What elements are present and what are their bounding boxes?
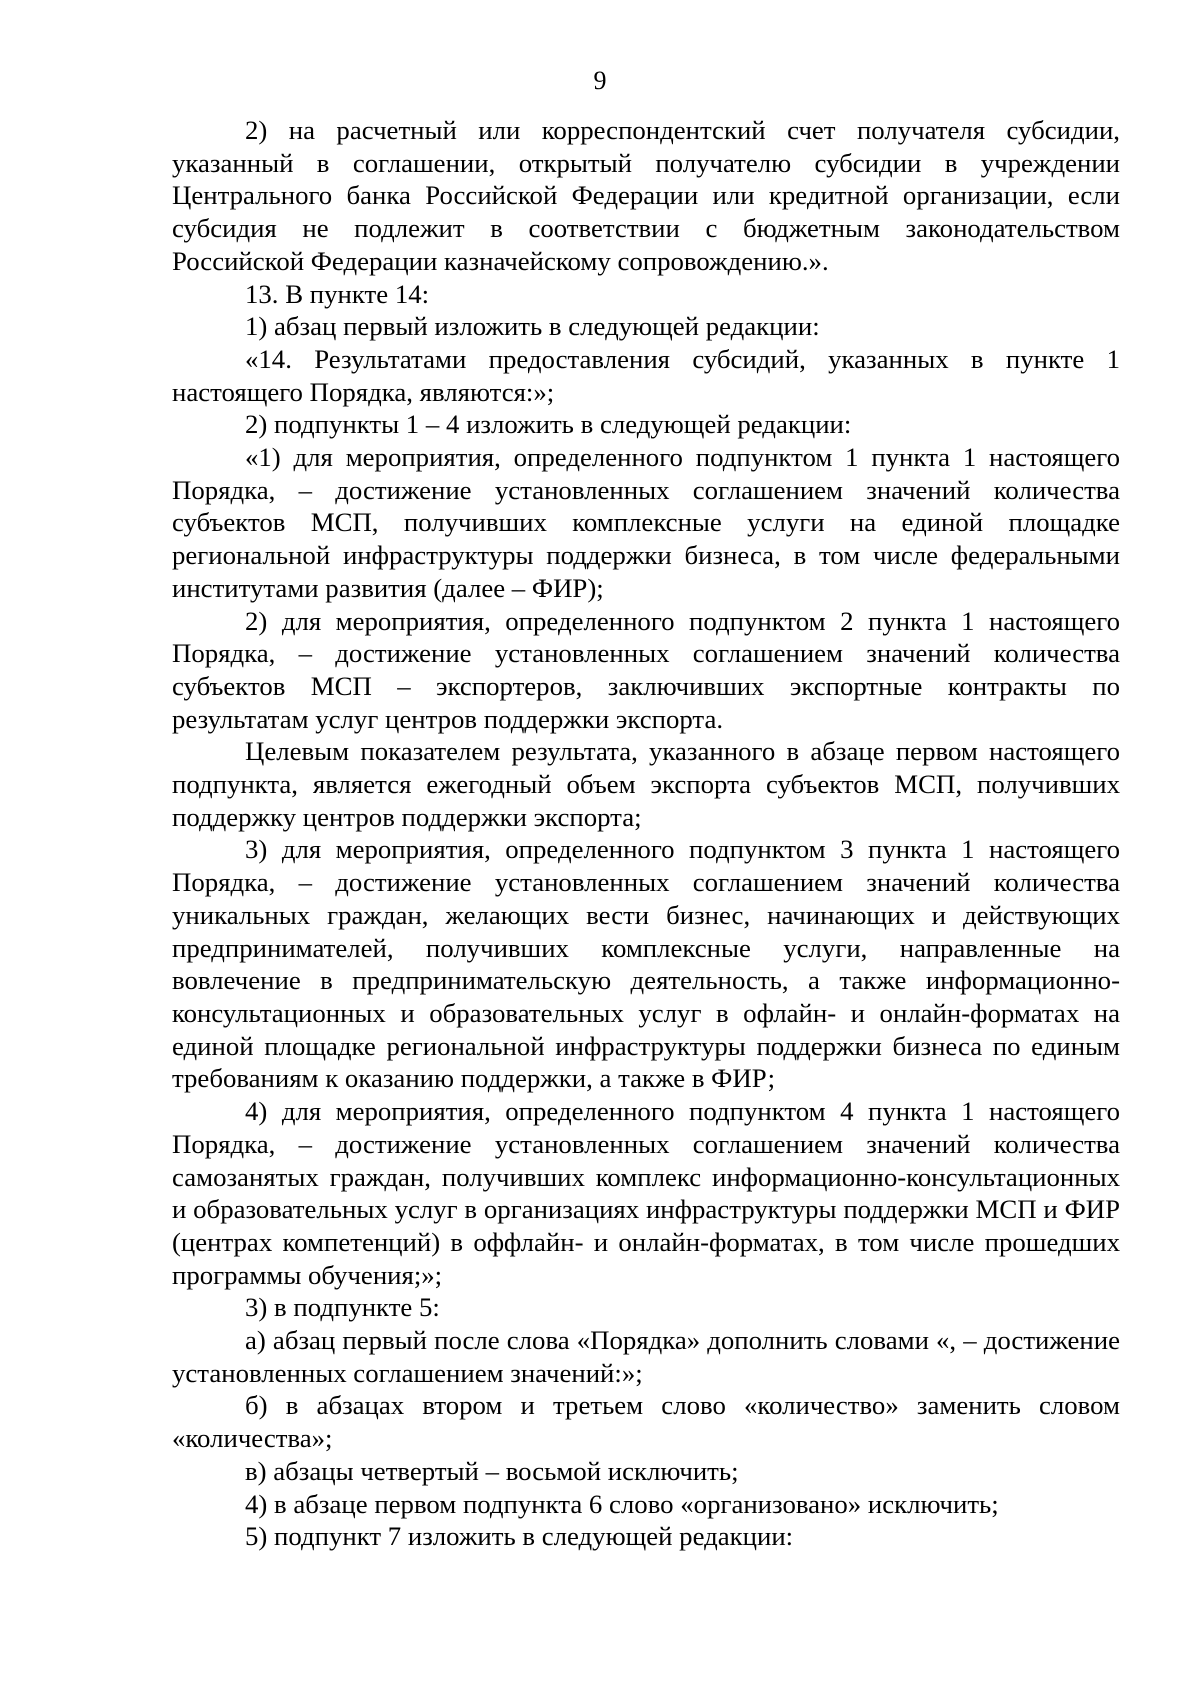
- paragraph: «14. Результатами предоставления субсидий, указанных в пункте 1 настоящего Порядка, являются:»;: [172, 343, 1120, 407]
- paragraph: 3) в подпункте 5:: [245, 1292, 440, 1323]
- paragraph: Целевым показателем результата, указанного в абзаце первом настоящего подпункта, является ежегодный объем экспорта субъектов МСП, получивших поддержку центров поддержки экспорта;: [172, 736, 1120, 832]
- document-body: [172, 114, 1120, 1553]
- paragraph: 1) абзац первый изложить в следующей редакции:: [245, 311, 820, 342]
- paragraph: 13. В пункте 14:: [245, 278, 430, 309]
- paragraph: в) абзацы четвертый – восьмой исключить;: [245, 1455, 739, 1486]
- paragraph: «1) для мероприятия, определенного подпунктом 1 пункта 1 настоящего Порядка, – достижение установленных соглашением значений количества субъектов МСП, получивших комплексные услуги на единой площадке региональной инфраструктуры поддержки бизнеса, в том числе федеральными институтами развития (далее – ФИР);: [172, 442, 1120, 603]
- paragraph: б) в абзацах втором и третьем слово «количество» заменить словом «количества»;: [172, 1390, 1120, 1454]
- paragraph: 4) для мероприятия, определенного подпунктом 4 пункта 1 настоящего Порядка, – достижение установленных соглашением значений количества самозанятых граждан, получивших комплекс информационно-консультационных и образовательных услуг в организациях инфраструктуры поддержки МСП и ФИР (центрах компетенций) в оффлайн- и онлайн-форматах, в том числе прошедших программы обучения;»;: [172, 1096, 1120, 1290]
- paragraph: 2) на расчетный или корреспондентский счет получателя субсидии, указанный в соглашении, открытый получателю субсидии в учреждении Центрального банка Российской Федерации или кредитной организации, если субсидия не подлежит в соответствии с бюджетным законодательством Российской Федерации казначейскому сопровождению.».: [172, 115, 1120, 276]
- paragraph: 2) для мероприятия, определенного подпунктом 2 пункта 1 настоящего Порядка, – достижение установленных соглашением значений количества субъектов МСП – экспортеров, заключивших экспортные контракты по результатам услуг центров поддержки экспорта.: [172, 605, 1120, 734]
- paragraph: 4) в абзаце первом подпункта 6 слово «организовано» исключить;: [245, 1488, 999, 1519]
- paragraph: 3) для мероприятия, определенного подпунктом 3 пункта 1 настоящего Порядка, – достижение установленных соглашением значений количества уникальных граждан, желающих вести бизнес, начинающих и действующих предпринимателей, получивших комплексные услуги, направленные на вовлечение в предпринимательскую деятельность, а также информационно-консультационных и образовательных услуг в офлайн- и онлайн-форматах на единой площадке региональной инфраструктуры поддержки бизнеса по единым требованиям к оказанию поддержки, а также в ФИР;: [172, 834, 1120, 1094]
- paragraph: 2) подпункты 1 – 4 изложить в следующей редакции:: [245, 409, 852, 440]
- paragraph: 5) подпункт 7 изложить в следующей редакции:: [245, 1521, 794, 1552]
- paragraph: а) абзац первый после слова «Порядка» дополнить словами «, – достижение установленных соглашением значений:»;: [172, 1325, 1120, 1388]
- page-number: 9: [593, 66, 607, 95]
